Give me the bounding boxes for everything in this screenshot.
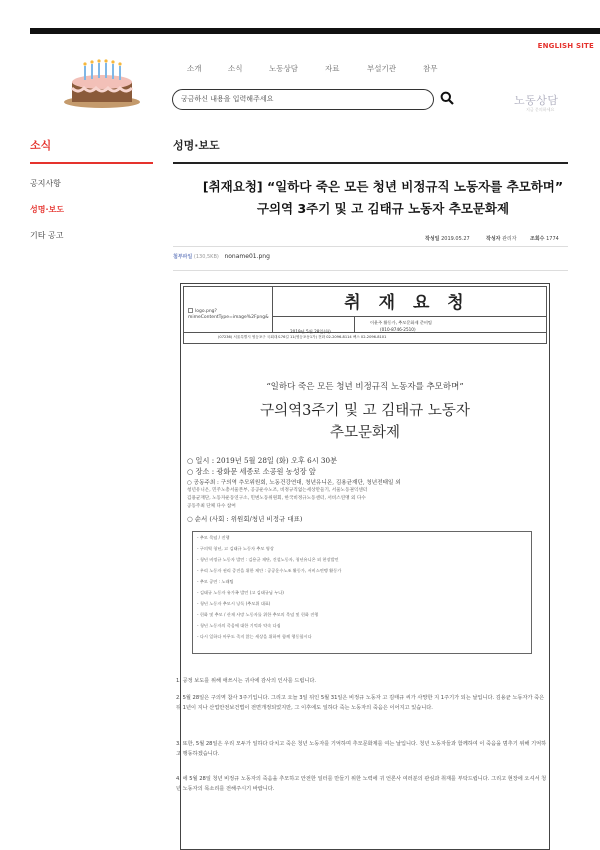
sidebar-item-press[interactable]: 성명·보도 [30,205,64,214]
nav-item-business[interactable]: 참무 [423,64,438,73]
program-item: - 다시 일하다 아무도 죽지 않는 세상을 위하여 함께 행동합시다 [197,634,312,639]
table-line [354,316,355,332]
attachment-link[interactable]: noname01.png [224,253,270,260]
attachment: 첨부파일 (130,5KB) noname01.png [173,253,270,260]
broken-image: logo.png? mimeContentType=image%2Fpng& [188,309,269,320]
top-bar [30,28,600,34]
table-line [272,316,547,317]
english-site-link[interactable]: ENGLISH SITE [537,42,594,50]
nav-item-affiliates[interactable]: 부설기관 [367,64,396,73]
list-item: ○ 공동주최 : 구의역 추모위원회, 노동건강연대, 청년유니온, 김용균재단, 청년전태일 외 [187,480,401,486]
nav-item-about[interactable]: 소개 [187,64,202,73]
host-detail: 김용균재단, 노동자운동연구소, 민변노동위원회, 한국비정규노동센터, 서비스연맹 외 다수 [187,496,366,501]
contact-cell: 이윤주 활동가, 추모문화제 준비팀 [370,320,432,325]
document-subtitle: “일하다 죽은 모든 청년 비정규직 노동자를 추모하며” [266,382,464,392]
cake-logo[interactable] [58,58,146,110]
sidebar-item-other[interactable]: 기타 공고 [30,231,64,240]
counsel-logo[interactable]: 노동상담 [514,94,559,107]
contact-phone: (010-8746-2510) [380,327,416,332]
counsel-logo-sub: 지금 문의하세요 [526,107,555,112]
program-item: - 청년 노동자 추모시 낭독 (추모위 대표) [197,601,271,606]
divider [173,246,568,247]
nav-item-resources[interactable]: 자료 [325,64,340,73]
search-input[interactable]: 궁금하신 내용을 입력해주세요 [172,89,434,110]
document-title: 구의역3주기 및 고 김태규 노동자 추모문화제 [260,403,470,441]
program-item: - 우리 노동자 권리 증진을 위한 제안 : 공공운수노조 활동가, 서비스연맹 활동가 [197,568,342,573]
address: (07236) 서울특별시 영등포구 국회대로76길 11(영등포동1가) 전화 02-2096-8114 팩스 02-2096-8101 [218,335,387,339]
nav-item-counsel[interactable]: 노동상담 [269,64,298,73]
search-icon[interactable] [440,91,454,105]
post-views: 조회수 1774 [530,236,559,242]
divider [173,270,568,271]
paragraph: 2. 5월 28일은 구의역 참사 3주기입니다. 그리고 오늘 3일 뒤인 5월 31일은 비정규 노동자 고 김태규 씨가 사망한 지 1주기가 되는 날입니다. 김용균 노동자가 죽은 뒤 1년이 지나 산업안전보건법이 전면개정되었지만, 그 이후에도 일하다 죽는 노동자의 죽음은 이어지고 있습니다. [176,695,545,711]
page-title: 성명·보도 [173,139,220,152]
host-detail: 청년유니온, 민주노총서울본부, 공공운수노조, 비정규직없는세상만들기, 서울노동권익센터 [187,488,368,493]
program-item: - 헌화 및 추모 / 산재 사망 노동자를 위한 추모의 묵념 및 헌화 진행 [197,612,319,617]
host-detail: 공동주최 단체 다수 참여 [187,504,236,509]
paragraph: 1. 공정 보도를 위해 애쓰시는 귀사에 감사의 인사를 드립니다. [176,678,317,684]
program-item: - 김태규 노동자 유가족 발언 (고 김태규님 누나) [197,590,284,595]
list-item: ○ 장소 : 광화문 세종로 소공원 농성장 앞 [187,467,316,476]
sidebar-item-notice[interactable]: 공지사항 [30,179,61,188]
program-item: - 추모 묵념 / 진행 [197,535,230,540]
divider [30,162,153,164]
paragraph: 4. 에 5월 28일 청년 비정규 노동자의 죽음을 추모하고 안전한 일터를 만들기 위한 노력에 귀 언론사 여러분의 관심과 취재를 부탁드립니다. 그리고 현장에 오셔서 청년 노동자의 목소리를 전해주시기 바랍니다. [176,776,547,792]
post-date: 작성일 2019.05.27 [425,236,470,242]
list-item: ○ 순서 (사회 : 위원회/청년 비정규 대표) [187,515,303,523]
section-title: 소식 [30,139,52,152]
table-line [183,332,547,333]
document-heading: 취 재 요 청 [344,293,470,313]
program-item: - 구의역 청년, 고 김태규 노동자 추모 영상 [197,546,274,551]
table-line [272,286,273,332]
divider [173,162,568,164]
paragraph: 3. 또한, 5월 28일은 우리 모두가 일하다 다치고 죽은 청년 노동자를 기억하며 추모문화제를 여는 날입니다. 청년 노동자들과 함께하여 이 죽음을 멈추기 위해 기억하고 행동하겠습니다. [176,741,547,757]
program-item: - 청년 노동자의 죽음에 대한 기억과 약속 다짐 [197,623,281,628]
nav-item-news[interactable]: 소식 [228,64,243,73]
date-cell: 2019년 5월 28일(화) [290,329,331,334]
post-author: 작성자 관리자 [486,236,517,242]
program-item: - 청년 비정규 노동자 발언 : 김용균 재단, 건설노동자, 청년유니온 외 현장발언 [197,557,339,562]
list-item: ○ 일시 : 2019년 5월 28일 (화) 오후 6시 30분 [187,456,338,465]
post-title: [취재요청] “일하다 죽은 모든 청년 비정규직 노동자를 추모하며” 구의역 3주기 및 고 김태규 노동자 추모문화제 [202,179,564,216]
program-item: - 추모 공연 : 노래팀 [197,579,234,584]
